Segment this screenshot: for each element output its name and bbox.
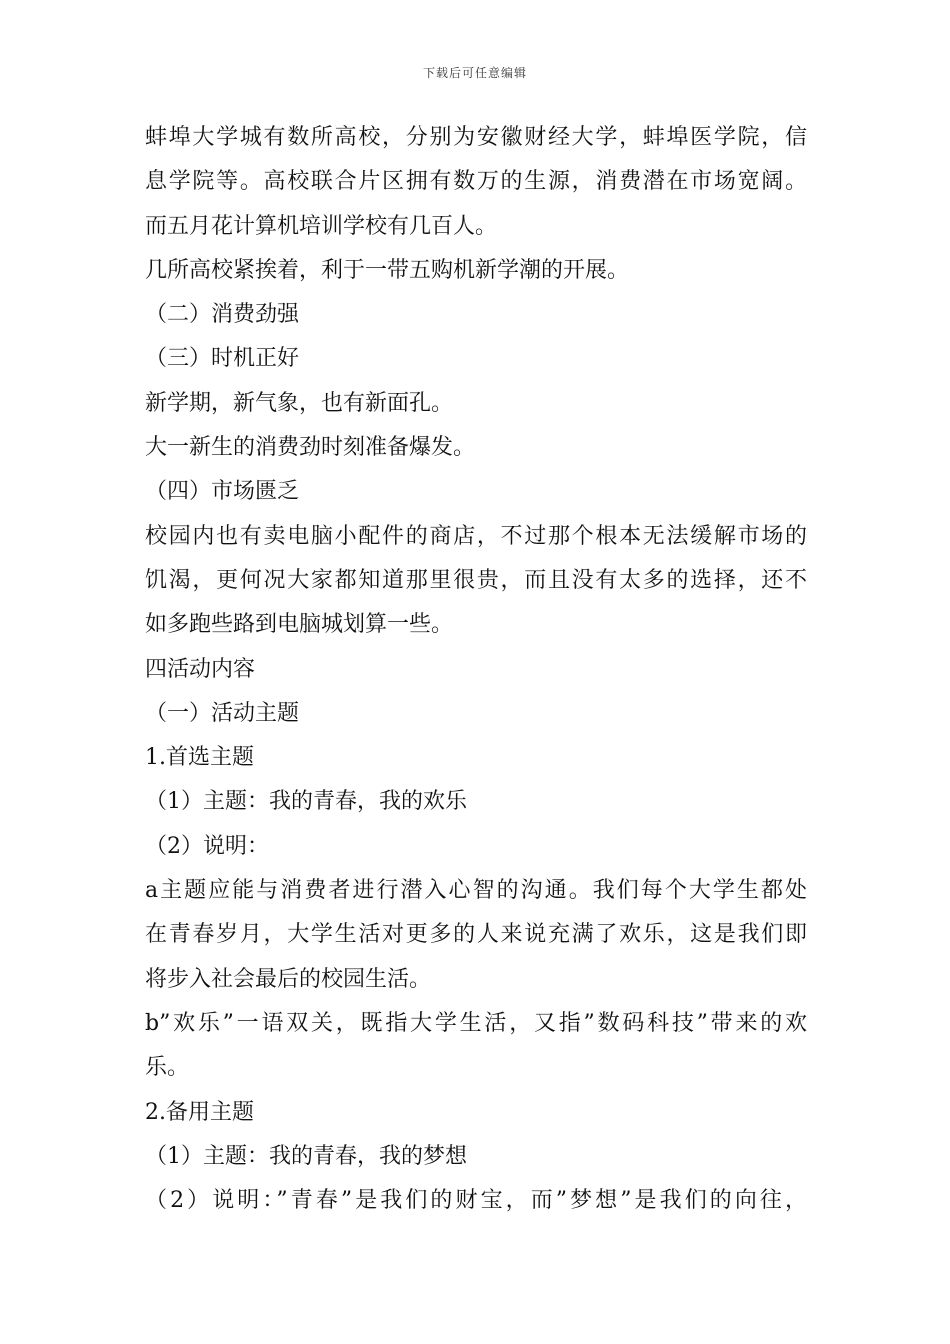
text-line: 而五月花计算机培训学校有几百人。 [145, 213, 498, 239]
text-line: 息学院等。高校联合片区拥有数万的生源，消费潜在市场宽阔。 [145, 169, 807, 195]
section-heading: 四活动内容 [145, 656, 256, 682]
text-line: （2）说明：”青春”是我们的财宝，而”梦想”是我们的向往， [145, 1188, 807, 1214]
text-line: 几所高校紧挨着，利于一带五购机新学潮的开展。 [145, 257, 630, 283]
text-line: 新学期，新气象，也有新面孔。 [145, 390, 454, 416]
subsection-heading: 1.首选主题 [145, 745, 254, 771]
section-heading: （三）时机正好 [145, 346, 300, 372]
subsection-heading: 2.备用主题 [145, 1099, 254, 1125]
text-line: 在青春岁月，大学生活对更多的人来说充满了欢乐，这是我们即 [145, 922, 807, 948]
text-line: 校园内也有卖电脑小配件的商店，不过那个根本无法缓解市场的 [145, 523, 807, 549]
text-line: 饥渴，更何况大家都知道那里很贵，而且没有太多的选择，还不 [145, 567, 807, 593]
section-heading: （二）消费劲强 [145, 302, 300, 328]
document-body [145, 116, 807, 1223]
text-line: （1）主题：我的青春，我的梦想 [145, 1143, 467, 1169]
text-line: 如多跑些路到电脑城划算一些。 [145, 612, 454, 638]
text-line: 蚌埠大学城有数所高校，分别为安徽财经大学，蚌埠医学院，信 [145, 125, 807, 150]
text-line: 将步入社会最后的校园生活。 [145, 966, 432, 992]
text-line: 大一新生的消费劲时刻准备爆发。 [145, 435, 476, 461]
text-line: 乐。 [145, 1055, 190, 1081]
text-line: b”欢乐”一语双关，既指大学生活，又指”数码科技”带来的欢 [145, 1010, 807, 1036]
section-heading: （一）活动主题 [145, 700, 300, 726]
page-header: 下载后可任意编辑 [422, 66, 527, 80]
text-line: a主题应能与消费者进行潜入心智的沟通。我们每个大学生都处 [145, 878, 807, 904]
text-line: （2）说明： [145, 833, 269, 859]
text-line: （1）主题：我的青春，我的欢乐 [145, 789, 467, 815]
section-heading: （四）市场匮乏 [145, 479, 300, 505]
